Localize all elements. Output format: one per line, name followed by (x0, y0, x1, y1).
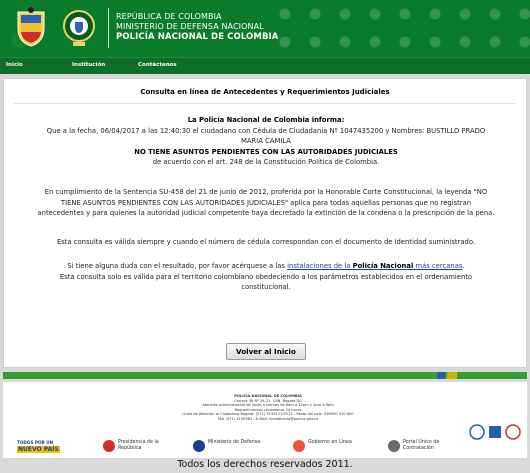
header-divider (108, 8, 109, 48)
site-footer (3, 382, 527, 458)
main-nav (0, 57, 530, 74)
doubt-text: Si tiene alguna duda con el resultado, por favor acérquese a las (67, 262, 288, 270)
copyright-text: Todos los derechos reservados 2011. (177, 459, 353, 470)
link-part-bold: Policía Nacional (352, 262, 414, 270)
todos-por-un-nuevo-pais-logo[interactable] (17, 440, 75, 458)
validity-text: Esta consulta es válida siempre y cuando el número de cédula correspondan con el documento de identidad suministrado. (56, 238, 476, 246)
header-republic: REPÚBLICA DE COLOMBIA (116, 12, 222, 21)
ministerio-label: Ministerio de Defensa (208, 440, 261, 445)
doubt-end: . (462, 262, 465, 270)
presidencia-icon (103, 440, 115, 452)
result-block (22, 115, 510, 168)
territory-line-1: Esta consulta solo es válida para el territorio colombiano obedeciendo a los parámetros establecidos en el ordenamiento (59, 272, 473, 281)
back-to-home-button[interactable]: Volver al Inicio (226, 343, 306, 360)
header-ministry: MINISTERIO DE DEFENSA NACIONAL (116, 22, 264, 31)
ministerio-icon (193, 440, 205, 452)
nav-inicio[interactable]: Inicio (6, 62, 23, 68)
doubt-block (22, 261, 510, 293)
result-line-1: Que a la fecha, 06/04/2017 a las 12:40:30 el ciudadano con Cédula de Ciudadanía Nº 1047435200 y Nombres: BUSTILLO PRADO (46, 126, 486, 135)
footer-contact-info (143, 394, 393, 422)
sentencia-line-1: En cumplimiento de la Sentencia SU-458 del 21 de junio de 2012, proferida por la Honorable Corte Constitucional, la leyenda "NO (44, 188, 488, 196)
sentencia-line-2: TIENE ASUNTOS PENDIENTES CON LAS AUTORIDADES JUDICIALES" aplica para todas aquellas personas que no registran (60, 198, 472, 207)
status-message: NO TIENE ASUNTOS PENDIENTES CON LAS AUTORIDADES JUDICIALES (134, 147, 398, 156)
certification-logos-icon (469, 424, 521, 440)
footer-phones: Línea de Atención al Ciudadano Bogotá: (571) 5159111/9112 - Resto del país: 018000 910 600 (182, 412, 354, 417)
result-line-2: MARIA CAMILA (241, 137, 291, 145)
gobierno-icon (293, 440, 305, 452)
color-bar-yellow (447, 372, 457, 379)
link-part-1: instalaciones de la (287, 262, 353, 270)
colombia-coat-of-arms-icon (14, 6, 48, 48)
nav-institucion[interactable]: Institución (72, 62, 106, 68)
site-header (0, 0, 530, 57)
sentencia-block (22, 187, 510, 219)
footer-hours-2: Requerimientos ciudadanos 24 horas (234, 407, 302, 412)
link-part-2: más cercanas (413, 262, 463, 270)
footer-org-name: POLICÍA NACIONAL DE COLOMBIA (234, 394, 302, 398)
title-divider (14, 103, 516, 104)
nav-contactenos[interactable]: Contáctenos (138, 62, 177, 68)
consulta-panel (3, 78, 527, 368)
header-pattern (270, 0, 530, 57)
color-bar-blue (437, 372, 445, 379)
footer-hours-1: Atención administrativa de lunes a viernes de 8am a 12pm y 2pm a 6pm (202, 403, 334, 408)
policia-nacional-shield-icon (62, 6, 96, 48)
prosperidad-line-2: NUEVO PAÍS (18, 446, 59, 453)
sentencia-line-3: antecedentes y para quienes la autoridad judicial competente haya decretado la extinción de la condena o la prescripción de la pena. (37, 209, 495, 217)
article-line: de acuerdo con el art. 248 de la Constitución Política de Colombia. (152, 158, 380, 166)
police-stations-link[interactable] (287, 262, 465, 270)
gobierno-label: Gobierno en Línea (308, 440, 352, 445)
portal-label: Portal Único de Contratación (403, 440, 440, 451)
territory-line-2: constitucional. (241, 283, 291, 291)
footer-color-bar (3, 372, 527, 379)
footer-fax: FAX (571) 3159581 - E-Mail: lineadirecta@policia.gov.co (217, 416, 319, 421)
header-titles (116, 12, 278, 42)
footer-address: Carrera 59 Nº 26-21, CAN, Bogotá DC (234, 398, 302, 403)
header-police: POLICÍA NACIONAL DE COLOMBIA (116, 32, 279, 42)
portal-icon (388, 440, 400, 452)
informa-heading: La Policía Nacional de Colombia informa: (187, 116, 345, 124)
page-title: Consulta en línea de Antecedentes y Requerimientos Judiciales (140, 88, 390, 96)
prosperidad-line-1: TODOS POR UN (17, 440, 54, 445)
presidencia-label: Presidencia de la República (118, 440, 159, 451)
